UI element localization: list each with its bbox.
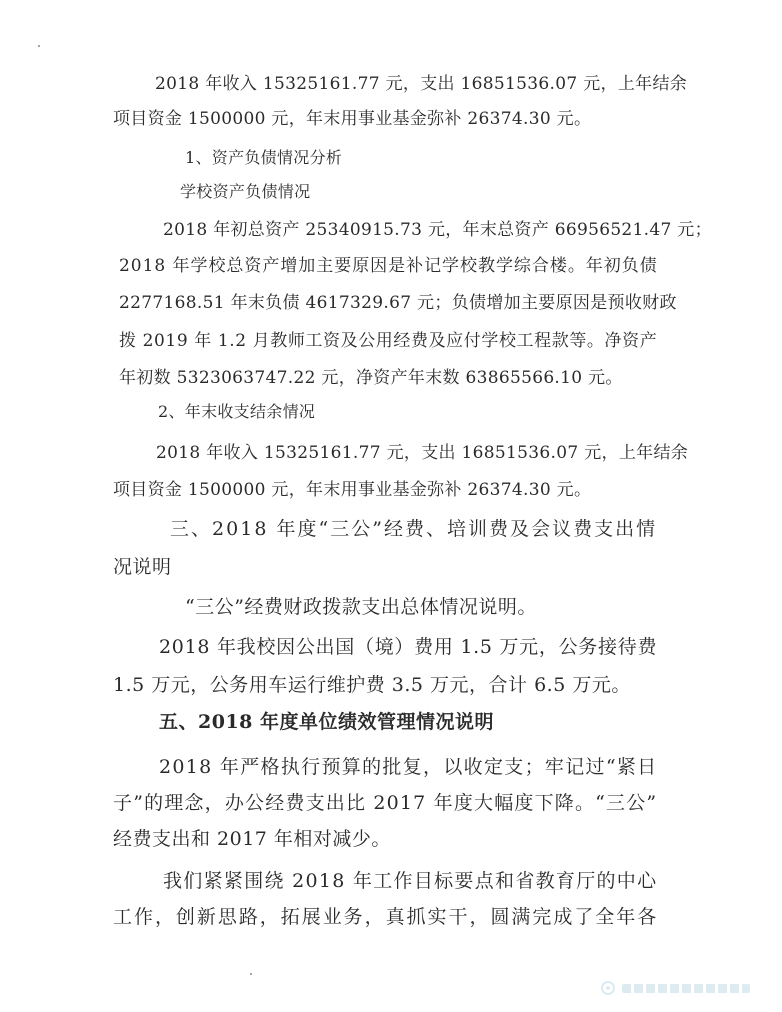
para-work-line-2: 工 作 ， 创 新 思 路 ， 拓 展 业 务 ， 真 抓 实 干 ， 圆 满 完 成 了 全 年 各 (113, 906, 657, 928)
para-income-1-line-2: 项目资金 1500000 元，年末用事业基金弥补 26374.30 元。 (113, 109, 592, 129)
para-performance-line-2: 子 ” 的 理 念 ， 办 公 经 费 支 出 比 2 0 1 7 年 度 大 幅 度 下 降 。 “ 三 公 ” (113, 792, 657, 814)
scan-speck (38, 45, 40, 47)
section-2-title: 2、年末收支结余情况 (158, 402, 316, 421)
para-assets-line-4: 拨 2 0 1 9 年 1 . 2 月 教 师 工 资 及 公 用 经 费 及 应 付 学 校 工 程 款 等 。 净 资 产 (119, 331, 657, 351)
para-assets-line-1: 2018 年初总资产 25340915.73 元，年末总资产 66956521.47 元； (163, 220, 712, 240)
para-income-1-line-1: 2 0 1 8 年 收 入 1 5 3 2 5 1 6 1 . 7 7 元 ， 支 出 1 6 8 5 1 5 3 6 . 0 7 元 ， 上 年 结 余 (155, 74, 688, 94)
section-3-title-line-1: 三 、 2 0 1 8 年 度 “ 三 公 ” 经 费 、 培 训 费 及 会 议 费 支 出 情 (170, 518, 656, 540)
watermark-logo-icon (600, 980, 616, 996)
watermark-text (622, 984, 750, 993)
sangong-subtitle: “三公”经费财政拨款支出总体情况说明。 (185, 596, 537, 618)
watermark (600, 978, 750, 998)
section-3-title-line-2: 况说明 (113, 556, 172, 578)
para-income-2-line-1: 2 0 1 8 年 收 入 1 5 3 2 5 1 6 1 . 7 7 元 ， 支 出 1 6 8 5 1 5 3 6 . 0 7 元 ， 上 年 结 余 (156, 443, 689, 463)
para-performance-line-1: 2 0 1 8 年 严 格 执 行 预 算 的 批 复 ， 以 收 定 支 ； 牢 记 过 “ 紧 日 (159, 756, 657, 778)
subsection-title: 学校资产负债情况 (180, 182, 311, 201)
para-assets-line-3: 2 2 7 7 1 6 8 . 5 1 年 末 负 债 4 6 1 7 3 2 9 . 6 7 元 ； 负 债 增 加 主 要 原 因 是 预 收 财 政 (119, 293, 677, 313)
scan-speck (250, 973, 252, 975)
section-5-title: 五、2018 年度单位绩效管理情况说明 (159, 711, 494, 733)
para-sangong-line-2: 1.5 万元，公务用车运行维护费 3.5 万元，合计 6.5 万元。 (113, 674, 631, 696)
para-assets-line-5: 年初数 5323063747.22 元，净资产年末数 63865566.10 元。 (119, 368, 623, 388)
section-1-title: 1、资产负债情况分析 (185, 148, 343, 167)
para-work-line-1: 我 们 紧 紧 围 绕 2 0 1 8 年 工 作 目 标 要 点 和 省 教 育 厅 的 中 心 (163, 870, 657, 892)
para-income-2-line-2: 项目资金 1500000 元，年末用事业基金弥补 26374.30 元。 (113, 480, 592, 500)
para-performance-line-3: 经费支出和 2017 年相对减少。 (113, 828, 391, 850)
para-assets-line-2: 2 0 1 8 年 学 校 总 资 产 增 加 主 要 原 因 是 补 记 学 校 教 学 综 合 楼 。 年 初 负 债 (119, 256, 657, 276)
para-sangong-line-1: 2 0 1 8 年 我 校 因 公 出 国 （ 境 ） 费 用 1 . 5 万 元 ， 公 务 接 待 费 (159, 636, 657, 658)
